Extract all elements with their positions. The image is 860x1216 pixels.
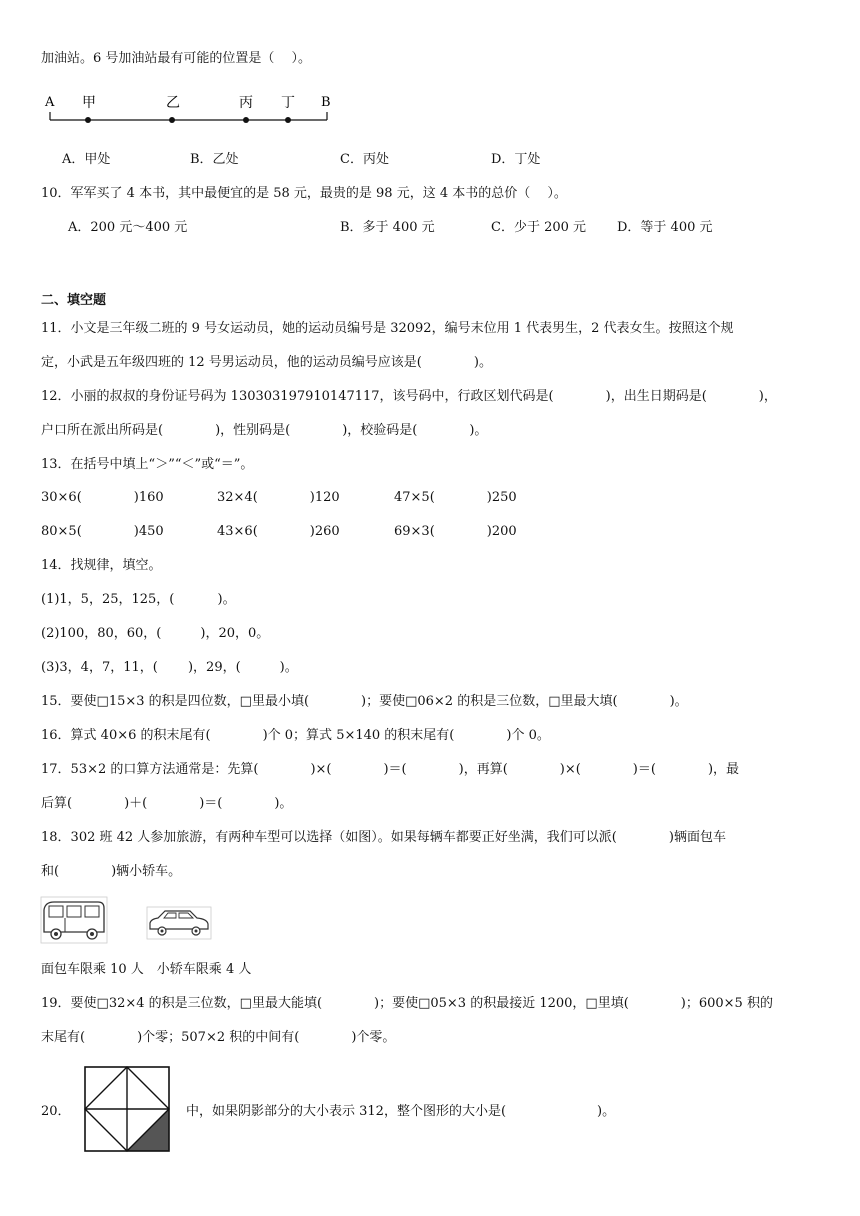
station-jia: 甲 [82, 95, 96, 111]
q19-line1: 19．要使□32×4 的积是三位数，□里最大能填( )；要使□05×3 的积最接近 1200，□里填( )；600×5 积的 [41, 996, 773, 1011]
q14-part1: (1)1，5，25，125，( )。 [41, 592, 236, 607]
q13-r1c2: 32×4( )120 [217, 490, 340, 505]
q10-option-c: C．少于 200 元 [491, 220, 587, 235]
station-yi: 乙 [166, 95, 180, 111]
point-ding [285, 117, 291, 123]
q14-part3: (3)3，4，7，11，( )，29，( )。 [41, 660, 298, 675]
q16-text: 16．算式 40×6 的积末尾有( )个 0；算式 5×140 的积末尾有( )个 0。 [41, 728, 550, 743]
q10-option-a: A．200 元～400 元 [68, 220, 188, 235]
q18-line1: 18．302 班 42 人参加旅游，有两种车型可以选择（如图）。如果每辆车都要正好坐满，我们可以派( )辆面包车 [41, 830, 726, 845]
van-image [40, 896, 108, 944]
label-a: A [45, 95, 55, 110]
q9-option-b: B．乙处 [190, 152, 239, 167]
station-ding: 丁 [281, 95, 295, 111]
q9-option-a: A．甲处 [62, 152, 111, 167]
q20-text: 中，如果阴影部分的大小表示 312，整个图形的大小是( )。 [186, 1104, 616, 1119]
q13-r1c3: 47×5( )250 [394, 490, 517, 505]
q10-text: 10．军军买了 4 本书，其中最便宜的是 58 元，最贵的是 98 元，这 4 本书的总价（ ）。 [41, 186, 567, 201]
q10-option-b: B．多于 400 元 [340, 220, 435, 235]
q15-text: 15．要使□15×3 的积是四位数，□里最小填( )；要使□06×2 的积是三位数，□里最大填( )。 [41, 694, 688, 709]
q11-line2: 定，小武是五年级四班的 12 号男运动员，他的运动员编号应该是( )。 [41, 355, 492, 370]
q17-line2: 后算( )＋( )＝( )。 [41, 796, 293, 811]
q13-r2c1: 80×5( )450 [41, 524, 164, 539]
square-figure [84, 1066, 170, 1152]
car-image [146, 906, 212, 940]
point-bing [243, 117, 249, 123]
q9-text: 加油站。6 号加油站最有可能的位置是（ ）。 [41, 51, 312, 66]
q18-line2: 和( )辆小轿车。 [41, 864, 182, 879]
q20-number: 20． [41, 1104, 71, 1119]
number-line-diagram [40, 90, 340, 126]
q17-line1: 17．53×2 的口算方法通常是：先算( )×( )＝( )，再算( )×( )＝( )，最 [41, 762, 740, 777]
q18-caption: 面包车限乘 10 人 小轿车限乘 4 人 [41, 962, 252, 977]
q13-text: 13．在括号中填上“＞”“＜”或“＝”。 [41, 457, 254, 472]
point-yi [169, 117, 175, 123]
q13-r2c2: 43×6( )260 [217, 524, 340, 539]
station-bing: 丙 [239, 95, 253, 111]
q10-option-d: D．等于 400 元 [617, 220, 713, 235]
q13-r1c1: 30×6( )160 [41, 490, 164, 505]
section-title: 二、填空题 [41, 293, 107, 308]
q12-line1: 12．小丽的叔叔的身份证号码为 130303197910147117，该号码中，行政区划代码是( )，出生日期码是( )， [41, 389, 777, 404]
q9-option-c: C．丙处 [340, 152, 389, 167]
q13-r2c3: 69×3( )200 [394, 524, 517, 539]
q14-part2: (2)100，80，60，( )，20，0。 [41, 626, 270, 641]
q9-option-d: D．丁处 [491, 152, 541, 167]
q11-line1: 11．小文是三年级二班的 9 号女运动员，她的运动员编号是 32092，编号末位用 1 代表男生，2 代表女生。按照这个规 [41, 321, 734, 336]
label-b: B [321, 95, 331, 110]
point-jia [85, 117, 91, 123]
q14-text: 14．找规律，填空。 [41, 558, 162, 573]
q12-line2: 户口所在派出所码是( )，性别码是( )，校验码是( )。 [41, 423, 488, 438]
q19-line2: 末尾有( )个零；507×2 积的中间有( )个零。 [41, 1030, 396, 1045]
